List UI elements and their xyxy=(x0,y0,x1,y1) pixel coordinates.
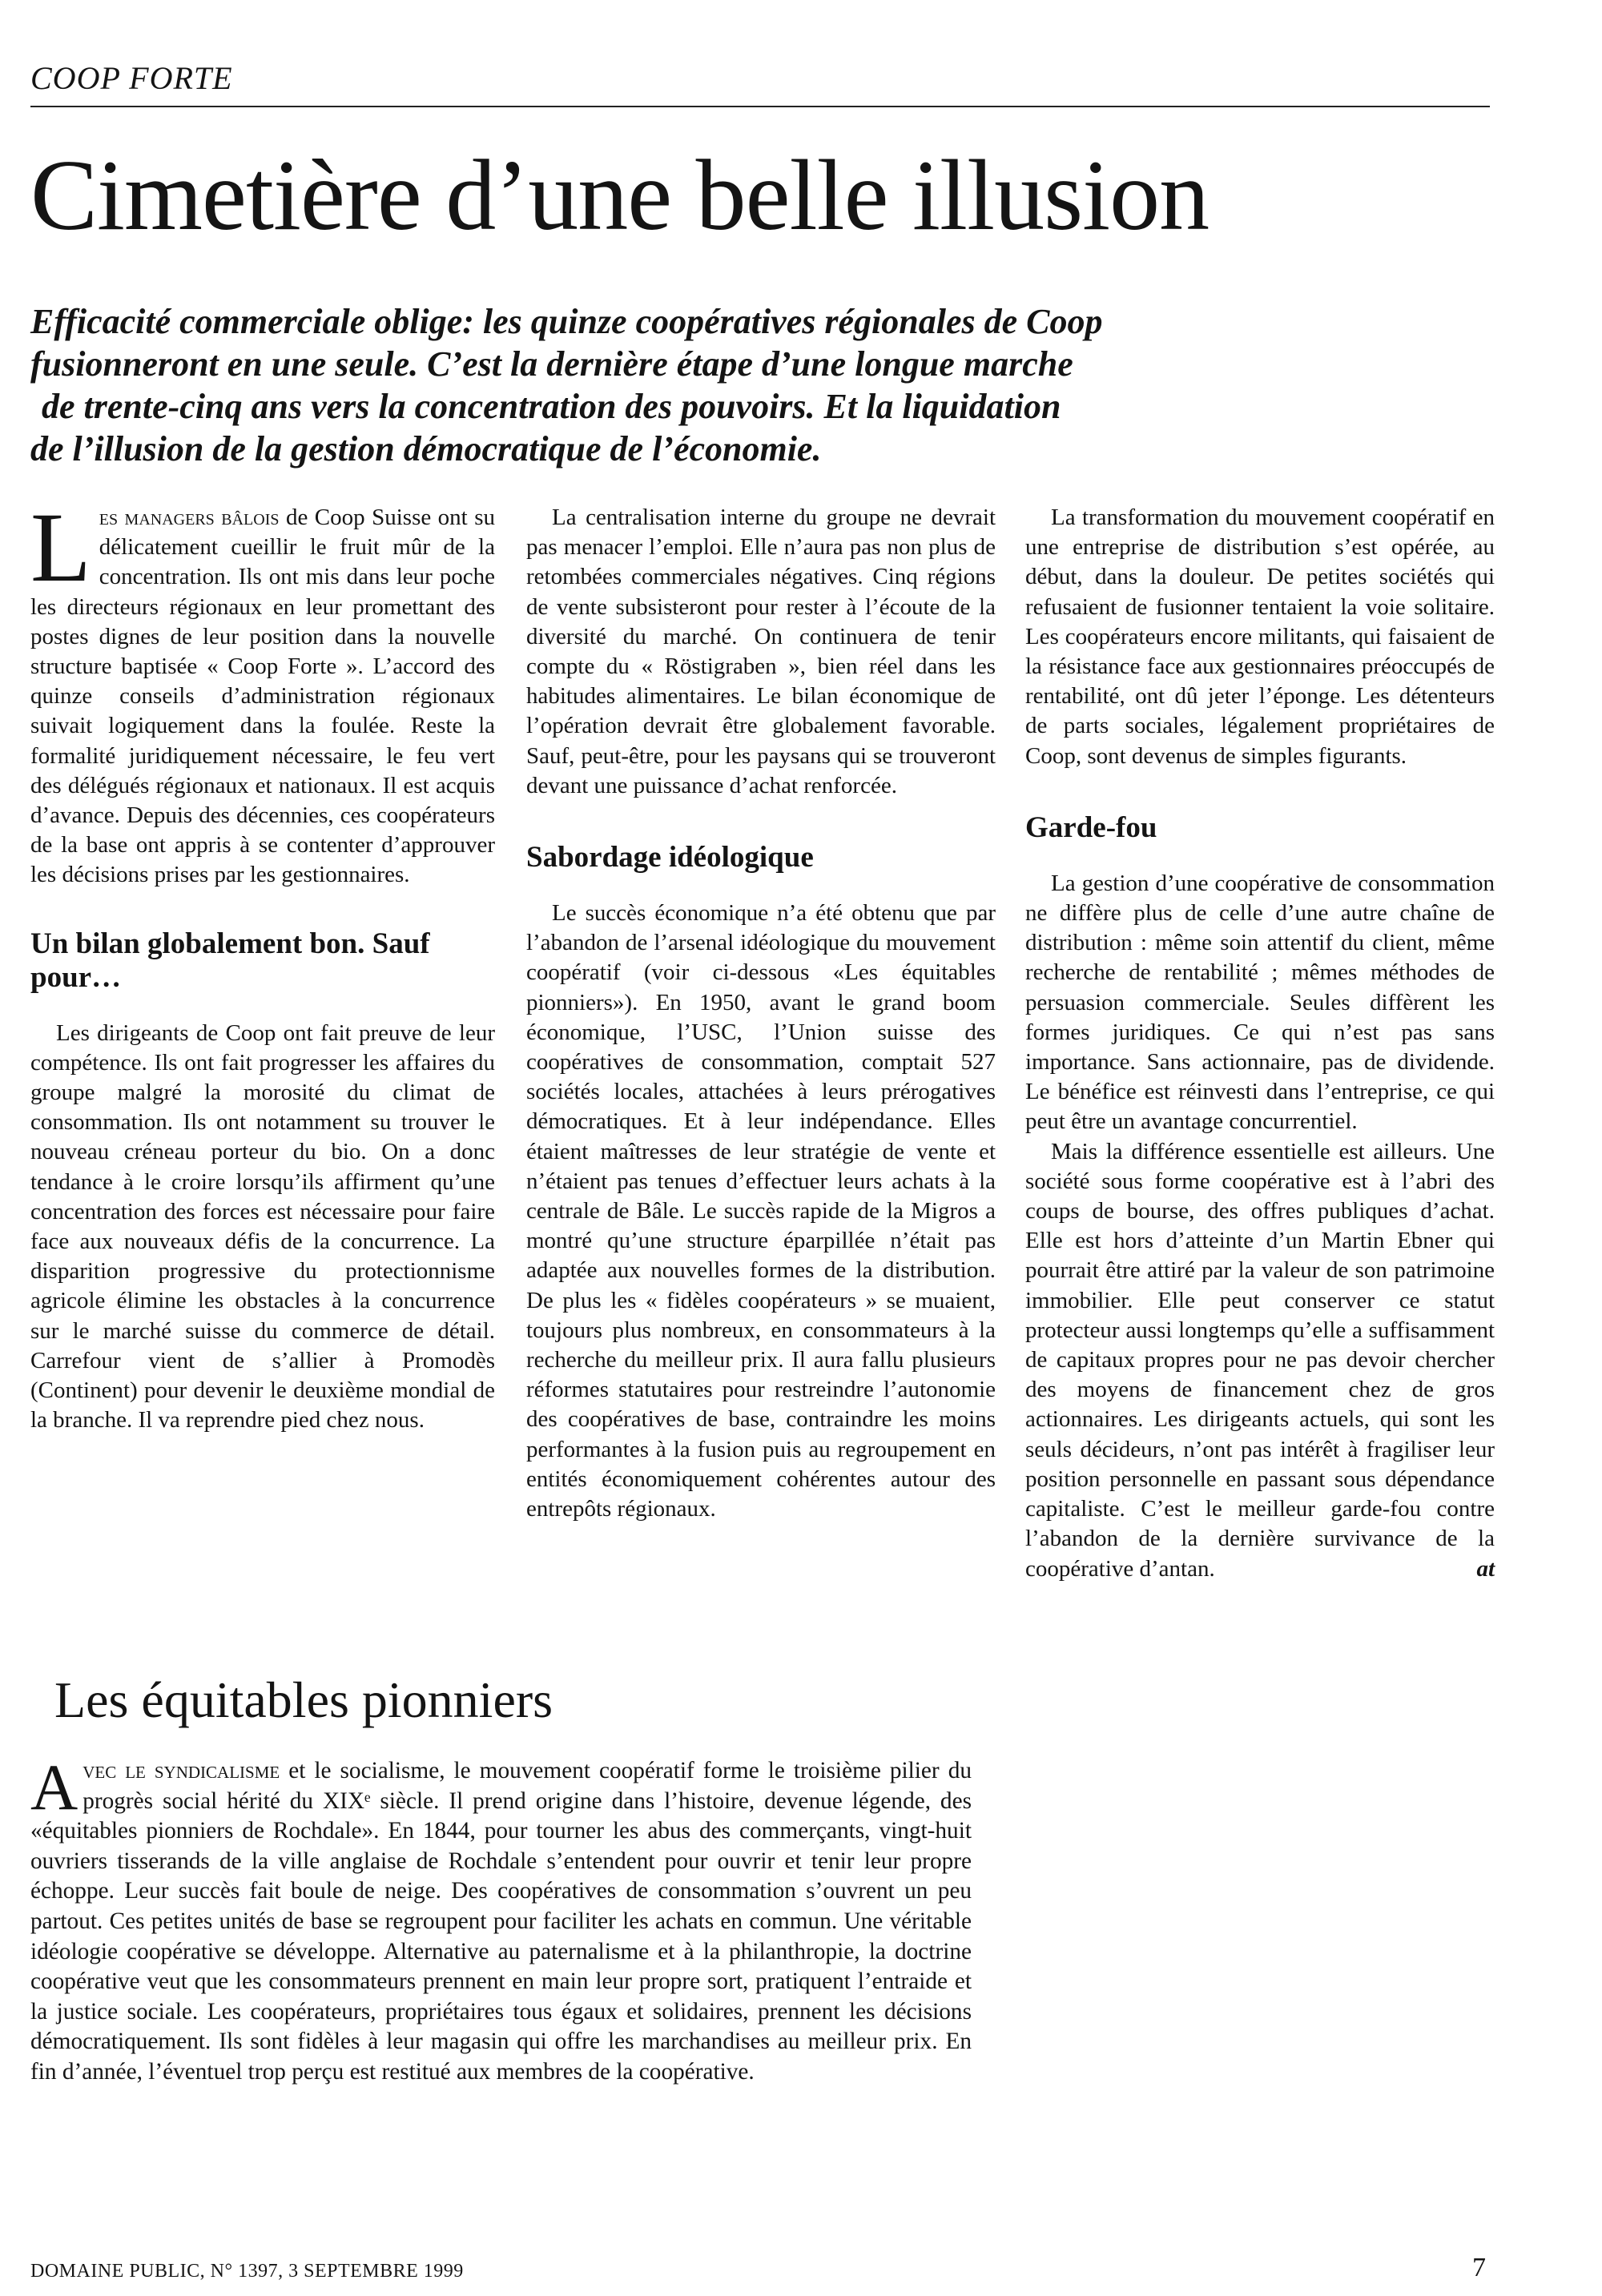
drop-cap: L xyxy=(30,493,91,602)
article-column-3 xyxy=(1025,503,1495,1584)
issue-footer: DOMAINE PUBLIC, N° 1397, 3 SEPTEMBRE 1999 xyxy=(30,2261,464,2282)
subheading: Sabordage idéologique xyxy=(526,841,814,875)
lead-line: fusionneront en une seule. C’est la dernière étape d’une longue marche xyxy=(30,344,1073,384)
section-kicker: COOP FORTE xyxy=(30,60,233,96)
page-number: 7 xyxy=(1472,2253,1486,2282)
header-rule xyxy=(30,106,1490,107)
box-text xyxy=(30,1751,972,2088)
paragraph-text: Mais la différence essentielle est ailleurs. Une société sous forme coopérative est à l’abri des coups de bourse, des offres publiques d’achat. Elle est hors d’atteinte d’un Martin Ebner qui pourrait être attiré par la valeur de son patrimoine immobilier. Elle peut conserver ce statut protecteur aussi longtemps qu’elle a suffisamment de capitaux propres pour ne pas devoir chercher des moyens de financement chez de gros actionnaires. Les dirigeants actuels, qui sont les seuls décideurs, n’ont pas intérêt à fragiliser leur position personnelle en passant sous dépendance capitaliste. C’est le meilleur garde-fou contre l’abandon de la dernière survivance de la coopérative d’antan. xyxy=(1025,1138,1495,1582)
paragraph-text: de Coop Suisse ont su délicatement cueillir le fruit mûr de la concentration. Ils ont mis dans leur poche les directeurs régionaux en leur promettant des postes dignes de leur position dans la nouvelle structure baptisée « Coop Forte ». L’accord des quinze conseils d’administration régionaux suivait logiquement dans la foulée. Reste la formalité juridiquement nécessaire, le feu vert des délégués régionaux et nationaux. Il est acquis d’avance. Depuis des décennies, ces coopérateurs de la base ont appris à se contenter d’approuver les décisions prises par les gestionnaires. xyxy=(30,505,495,888)
body-paragraph: La centralisation interne du groupe ne devrait pas menacer l’emploi. Elle n’aura pas non plus de retombées commerciales négatives. Cinq régions de vente subsisteront pour rester à l’écoute de la diversité du marché. On continuera de tenir compte du « Röstigraben », bien réel dans les habitudes alimentaires. Le bilan économique de l’opération devrait être globalement favorable. Sauf, peut-être, pour les paysans qui se trouveront devant une puissance d’achat renforcée. xyxy=(526,505,996,798)
subheading: Un bilan globalement bon. Sauf pour… xyxy=(30,927,430,994)
article-column-2 xyxy=(526,503,996,1524)
subheading: Garde-fou xyxy=(1025,810,1157,844)
body-paragraph: Les dirigeants de Coop ont fait preuve de leur compétence. Ils ont fait progresser les affaires du groupe malgré la morosité du climat de consommation. Ils ont notamment su trouver le nouveau créneau porteur du bio. On a donc tendance à le croire lorsqu’ils affirment qu’une concentration des forces est nécessaire pour faire face aux nouveaux défis de la concurrence. La disparition progressive du protectionnisme agricole élimine les obstacles à la concurrence sur le marché suisse du commerce de détail. Carrefour vient de s’allier à Promodès (Continent) pour devenir le deuxième mondial de la branche. Il va reprendre pied chez nous. xyxy=(30,1019,495,1433)
article-column-1 xyxy=(30,493,495,1435)
author-signature: at xyxy=(1476,1555,1495,1582)
article-title: Cimetière d’une belle illusion xyxy=(30,140,1210,251)
lead-line: de l’illusion de la gestion démocratique de l’économie. xyxy=(30,429,822,468)
lead-line: de trente-cinq ans vers la concentration des pouvoirs. Et la liquidation xyxy=(42,387,1061,426)
body-paragraph xyxy=(30,493,495,891)
body-paragraph: La gestion d’une coopérative de consommation ne diffère plus de celle d’une autre chaîne de distribution : même soin attentif du client, même recherche de rentabilité ; mêmes méthodes de persuasion commerciale. Seules diffèrent les formes juridiques. Ce qui n’est pas sans importance. Sans actionnaire, pas de dividende. Le bénéfice est réinvesti dans l’entreprise, ce qui peut être un avantage concurrentiel. xyxy=(1025,870,1495,1135)
body-paragraph xyxy=(1025,1137,1495,1584)
body-paragraph: La transformation du mouvement coopératif en une entreprise de distribution s’est opérée, au début, dans la douleur. De petites sociétés qui refusaient de fusionner tentaient la voie solitaire. Les coopérateurs encore militants, qui faisaient de la résistance face aux gestionnaires préoccupés de rentabilité, ont dû jeter l’éponge. Les détenteurs de parts sociales, légalement propriétaires de Coop, sont devenus de simples figurants. xyxy=(1025,505,1495,769)
sidebar-box xyxy=(30,1670,972,2088)
lead-line: Efficacité commerciale oblige: les quinze coopératives régionales de Coop xyxy=(30,302,1103,341)
paragraph-text: et le socialisme, le mouvement coopératif forme le troisième pilier du progrès social hérité du XIXᵉ siècle. Il prend origine dans l’histoire, devenue légende, des «équitables pionniers de Rochdale». En 1844, pour tourner les abus des commerçants, vingt-huit ouvriers tisserands de la ville anglaise de Rochdale s’entendent pour ouvrir et tenir leur propre échoppe. Leur succès fait boule de neige. Des coopératives de consommation s’ouvrent un peu partout. Ces petites unités de base se regroupent pour faciliter les achats en commun. Une véritable idéologie coopérative se développe. Alternative au paternalisme et à la philanthropie, la doctrine coopérative veut que les consommateurs prennent en main leur propre sort, pratiquent l’entraide et la justice sociale. Les coopérateurs, propriétaires tous égaux et solidaires, prennent les décisions démocratiquement. Ils sont fidèles à leur magasin qui offre les marchandises au meilleur prix. En fin d’année, l’éventuel trop perçu est restitué aux membres de la coopérative. xyxy=(30,1758,972,2085)
lead-paragraph xyxy=(30,300,1232,470)
opening-smallcaps: es managers bâlois xyxy=(99,505,280,530)
opening-smallcaps: vec le syndicalisme xyxy=(83,1758,280,1783)
box-title: Les équitables pionniers xyxy=(54,1671,553,1728)
drop-cap: A xyxy=(30,1751,78,1824)
body-paragraph: Le succès économique n’a été obtenu que par l’abandon de l’arsenal idéologique du mouvement coopératif (voir ci-dessous «Les équitables pionniers»). En 1950, avant le grand boom économique, l’USC, l’Union suisse des coopératives de consommation, comptait 527 sociétés locales, attachées à leurs prérogatives démocratiques. Et à leur indépendance. Elles étaient maîtresses de leur stratégie de vente et n’étaient pas tenues d’effectuer leurs achats à la centrale de Bâle. Le succès rapide de la Migros a montré qu’une structure éparpillée n’était pas adaptée aux nouvelles formes de la distribution. De plus les « fidèles coopérateurs » se muaient, toujours plus nombreux, en consommateurs à la recherche du meilleur prix. Il aura fallu plusieurs réformes statutaires pour restreindre l’autonomie des coopératives de base, contraindre les moins performantes à la fusion puis au regroupement en entités économiquement cohérentes autour des entrepôts régionaux. xyxy=(526,900,996,1522)
